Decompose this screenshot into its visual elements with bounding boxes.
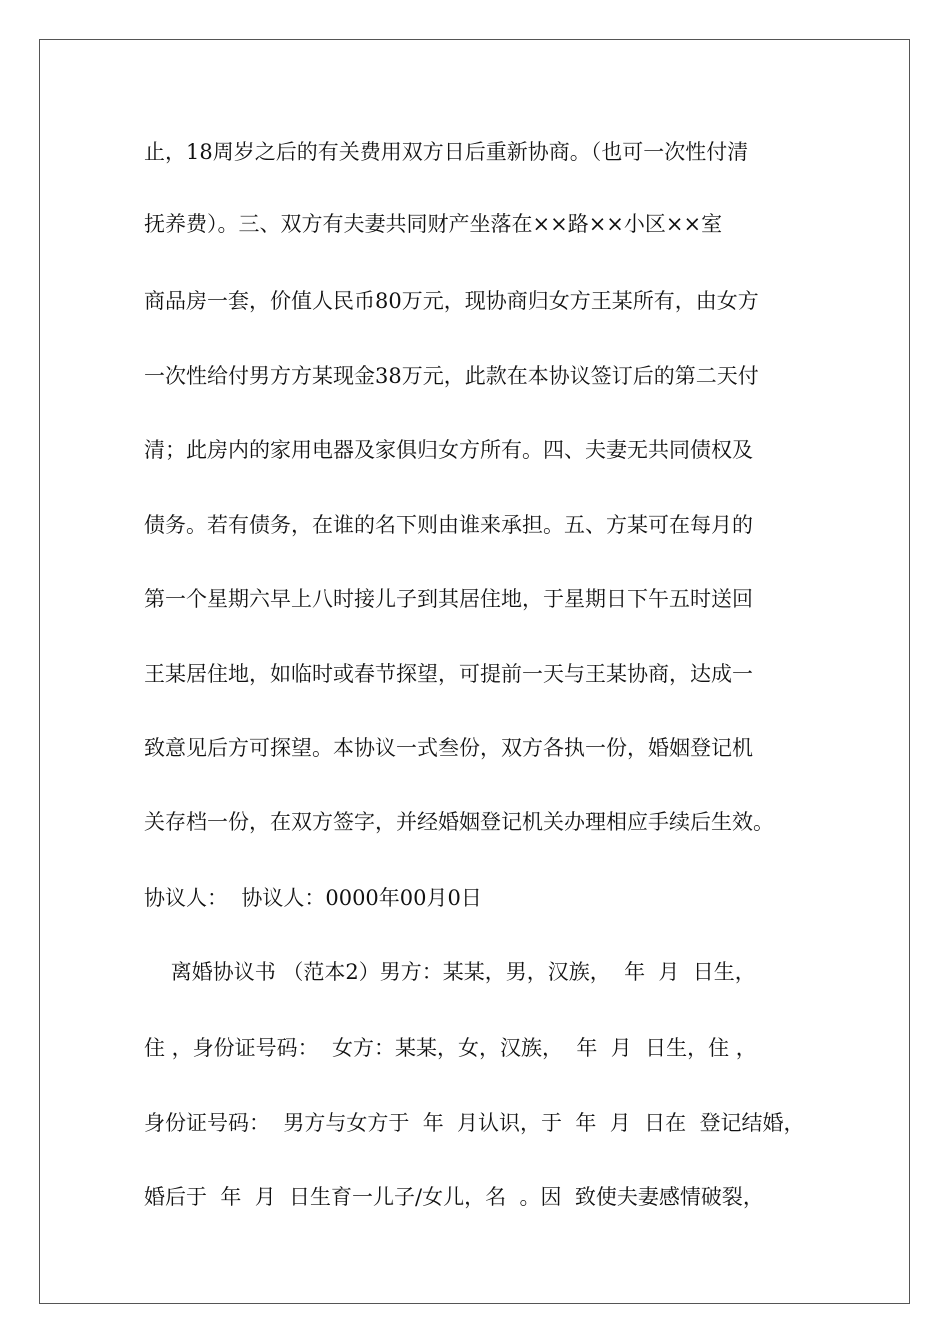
template-2-heading-line: 离婚协议书 （范本2）男方：某某，男，汉族， 年 月 日生， [144,960,756,984]
text-line-8: 王某居住地，如临时或春节探望，可提前一天与王某协商，达成一 [144,662,753,686]
text-line-3: 商品房一套，价值人民币80万元，现协商归女方王某所有，由女方 [144,289,759,313]
text-line-9: 致意见后方可探望。本协议一式叁份，双方各执一份，婚姻登记机 [144,736,753,760]
text-line-7: 第一个星期六早上八时接儿子到其居住地，于星期日下午五时送回 [144,587,753,611]
text-line-15: 婚后于 年 月 日生育一儿子/女儿，名 。因 致使夫妻感情破裂， [144,1185,764,1209]
text-line-4: 一次性给付男方方某现金38万元，此款在本协议签订后的第二天付 [144,364,759,388]
text-line-13: 住 ，身份证号码： 女方：某某，女，汉族， 年 月 日生，住 ， [144,1036,757,1060]
text-line-1: 止，18周岁之后的有关费用双方日后重新协商。（也可一次性付清 [144,140,749,164]
text-line-6: 债务。若有债务，在谁的名下则由谁来承担。五、方某可在每月的 [144,513,753,537]
text-line-2: 抚养费）。三、双方有夫妻共同财产坐落在××路××小区××室 [144,212,723,236]
text-line-5: 清；此房内的家用电器及家俱归女方所有。四、夫妻无共同债权及 [144,438,753,462]
text-line-10: 关存档一份，在双方签字，并经婚姻登记机关办理相应手续后生效。 [144,810,774,834]
signature-date-line: 协议人： 协议人：0000年00月0日 [144,886,482,910]
text-line-14: 身份证号码： 男方与女方于 年 月认识，于 年 月 日在 登记结婚， [144,1111,805,1135]
